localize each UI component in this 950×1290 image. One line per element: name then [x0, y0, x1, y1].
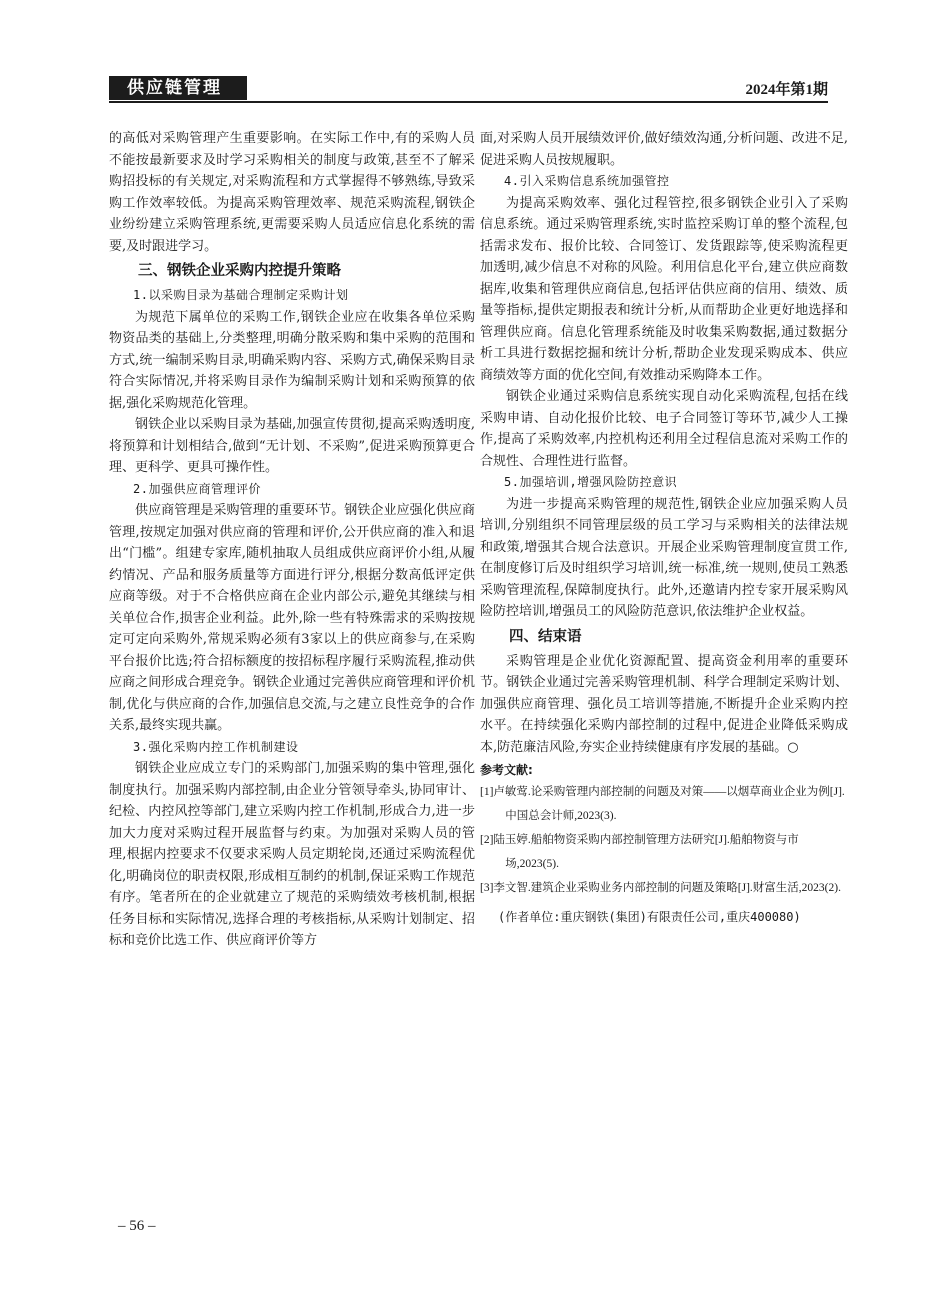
paragraph: 供应商管理是采购管理的重要环节。钢铁企业应强化供应商管理,按规定加强对供应商的管理和评价,公开供应商的准入和退出“门槛”。组建专家库,随机抽取人员组成供应商评价小组,从履约情况、产品和服务质量等方面进行评分,根据分数高低评定供应商等级。对于不合格供应商在企业内部公示,避免其继续与相关单位合作,损害企业利益。此外,除一些有特殊需求的采购按规定可定向采购外,常规采购必须有3家以上的供应商参与,在采购平台报价比选;符合招标额度的按招标程序履行采购流程,推动供应商之间形成合理竞争。钢铁企业通过完善供应商管理和评价机制,优化与供应商的合作,加强信息交流,与之建立良性竞争的合作关系,最终实现共赢。	[109, 503, 475, 733]
paragraph: 采购管理是企业优化资源配置、提高资金利用率的重要环节。钢铁企业通过完善采购管理机制、科学合理制定采购计划、加强供应商管理、强化员工培训等措施,不断提升企业采购内控水平。在持续强化采购内部控制的过程中,促进企业降低采购成本,防范廉洁风险,夯实企业持续健康有序发展的基础。○	[480, 653, 848, 755]
paragraph: 为规范下属单位的采购工作,钢铁企业应在收集各单位采购物资品类的基础上,分类整理,明确分散采购和集中采购的范围和方式,统一编制采购目录,明确采购内容、采购方式,确保采购目录符合实际情况,并将采购目录作为编制采购计划和采购预算的依据,强化采购规范化管理。	[109, 309, 475, 411]
paragraph: 为进一步提高采购管理的规范性,钢铁企业应加强采购人员培训,分别组织不同管理层级的员工学习与采购相关的法律法规和政策,增强其合规合法意识。开展企业采购管理制度宣贯工作,在制度修订后及时组织学习培训,统一标准,统一规则,使员工熟悉采购管理流程,保障制度执行。此外,还邀请内控专家开展采购风险防控培训,增强员工的风险防范意识,依法维护企业权益。	[480, 496, 848, 619]
subsection-heading-5: 5.加强培训,增强风险防控意识	[504, 475, 678, 489]
subsection-heading-4: 4.引入采购信息系统加强管控	[504, 174, 670, 188]
paragraph: 为提高采购效率、强化过程管控,很多钢铁企业引入了采购信息系统。通过采购管理系统,实时监控采购订单的整个流程,包括需求发布、报价比较、合同签订、发货跟踪等,使采购流程更加透明,减少信息不对称的风险。利用信息化平台,建立供应商数据库,收集和管理供应商信息,包括评估供应商的信用、绩效、质量等指标,提供定期报表和统计分析,从而帮助企业更好地选择和管理供应商。信息化管理系统能及时收集采购数据,通过数据分析工具进行数据挖掘和统计分析,帮助企业发现采购成本、供应商绩效等方面的优化空间,有效推动采购降本工作。	[480, 195, 848, 383]
journal-section-tag: 供应链管理	[109, 76, 247, 100]
right-column	[480, 128, 848, 928]
header-rule	[109, 101, 828, 103]
subsection-heading-1: 1.以采购目录为基础合理制定采购计划	[133, 288, 349, 302]
paragraph: 面,对采购人员开展绩效评价,做好绩效沟通,分析问题、改进不足,促进采购人员按规履职。	[480, 131, 848, 168]
section-heading-3: 三、钢铁企业采购内控提升策略	[138, 263, 341, 279]
section-heading-4: 四、结束语	[509, 628, 582, 645]
reference-item: [3]李文智.建筑企业采购业务内部控制的问题及策略[J].财富生活,2023(2).	[480, 882, 841, 894]
subsection-heading-2: 2.加强供应商管理评价	[133, 481, 261, 496]
subsection-heading-3: 3.强化采购内控工作机制建设	[133, 739, 299, 754]
author-affiliation: (作者单位:重庆钢铁(集团)有限责任公司,重庆400080)	[498, 910, 801, 924]
reference-item: [2]陆玉婷.船舶物资采购内部控制管理方法研究[J].船舶物资与市场,2023(5).	[480, 834, 799, 870]
page-number: – 56 –	[118, 1218, 156, 1234]
issue-label: 2024年第1期	[745, 82, 828, 98]
references-title: 参考文献:	[480, 763, 533, 777]
paragraph: 钢铁企业通过采购信息系统实现自动化采购流程,包括在线采购申请、自动化报价比较、电子合同签订等环节,减少人工操作,提高了采购效率,内控机构还利用全过程信息流对采购工作的合规性、合理性进行监督。	[480, 389, 848, 469]
paragraph: 钢铁企业应成立专门的采购部门,加强采购的集中管理,强化制度执行。加强采购内部控制,由企业分管领导牵头,协同审计、纪检、内控风控等部门,建立采购内控工作机制,形成合力,进一步加大力度对采购过程开展监督与约束。为加强对采购人员的管理,根据内控要求不仅要求采购人员定期轮岗,还通过采购流程优化,明确岗位的职责权限,形成相互制约的机制,保证采购工作规范有序。笔者所在的企业就建立了规范的采购绩效考核机制,根据任务目标和实际情况,选择合理的考核指标,从采购计划制定、招标和竞价比选工作、供应商评价等方	[109, 761, 475, 948]
paragraph: 的高低对采购管理产生重要影响。在实际工作中,有的采购人员不能按最新要求及时学习采购相关的制度与政策,甚至不了解采购招投标的有关规定,对采购流程和方式掌握得不够熟练,导致采购工作效率较低。为提高采购管理效率、规范采购流程,钢铁企业纷纷建立采购管理系统,更需要采购人员适应信息化系统的需要,及时跟进学习。	[109, 131, 475, 254]
left-column	[109, 128, 475, 952]
paragraph: 钢铁企业以采购目录为基础,加强宣传贯彻,提高采购透明度,将预算和计划相结合,做到“无计划、不采购”,促进采购预算更合理、更科学、更具可操作性。	[109, 417, 475, 475]
reference-item: [1]卢敏莺.论采购管理内部控制的问题及对策——以烟草商业企业为例[J].中国总会计师,2023(3).	[480, 786, 845, 822]
